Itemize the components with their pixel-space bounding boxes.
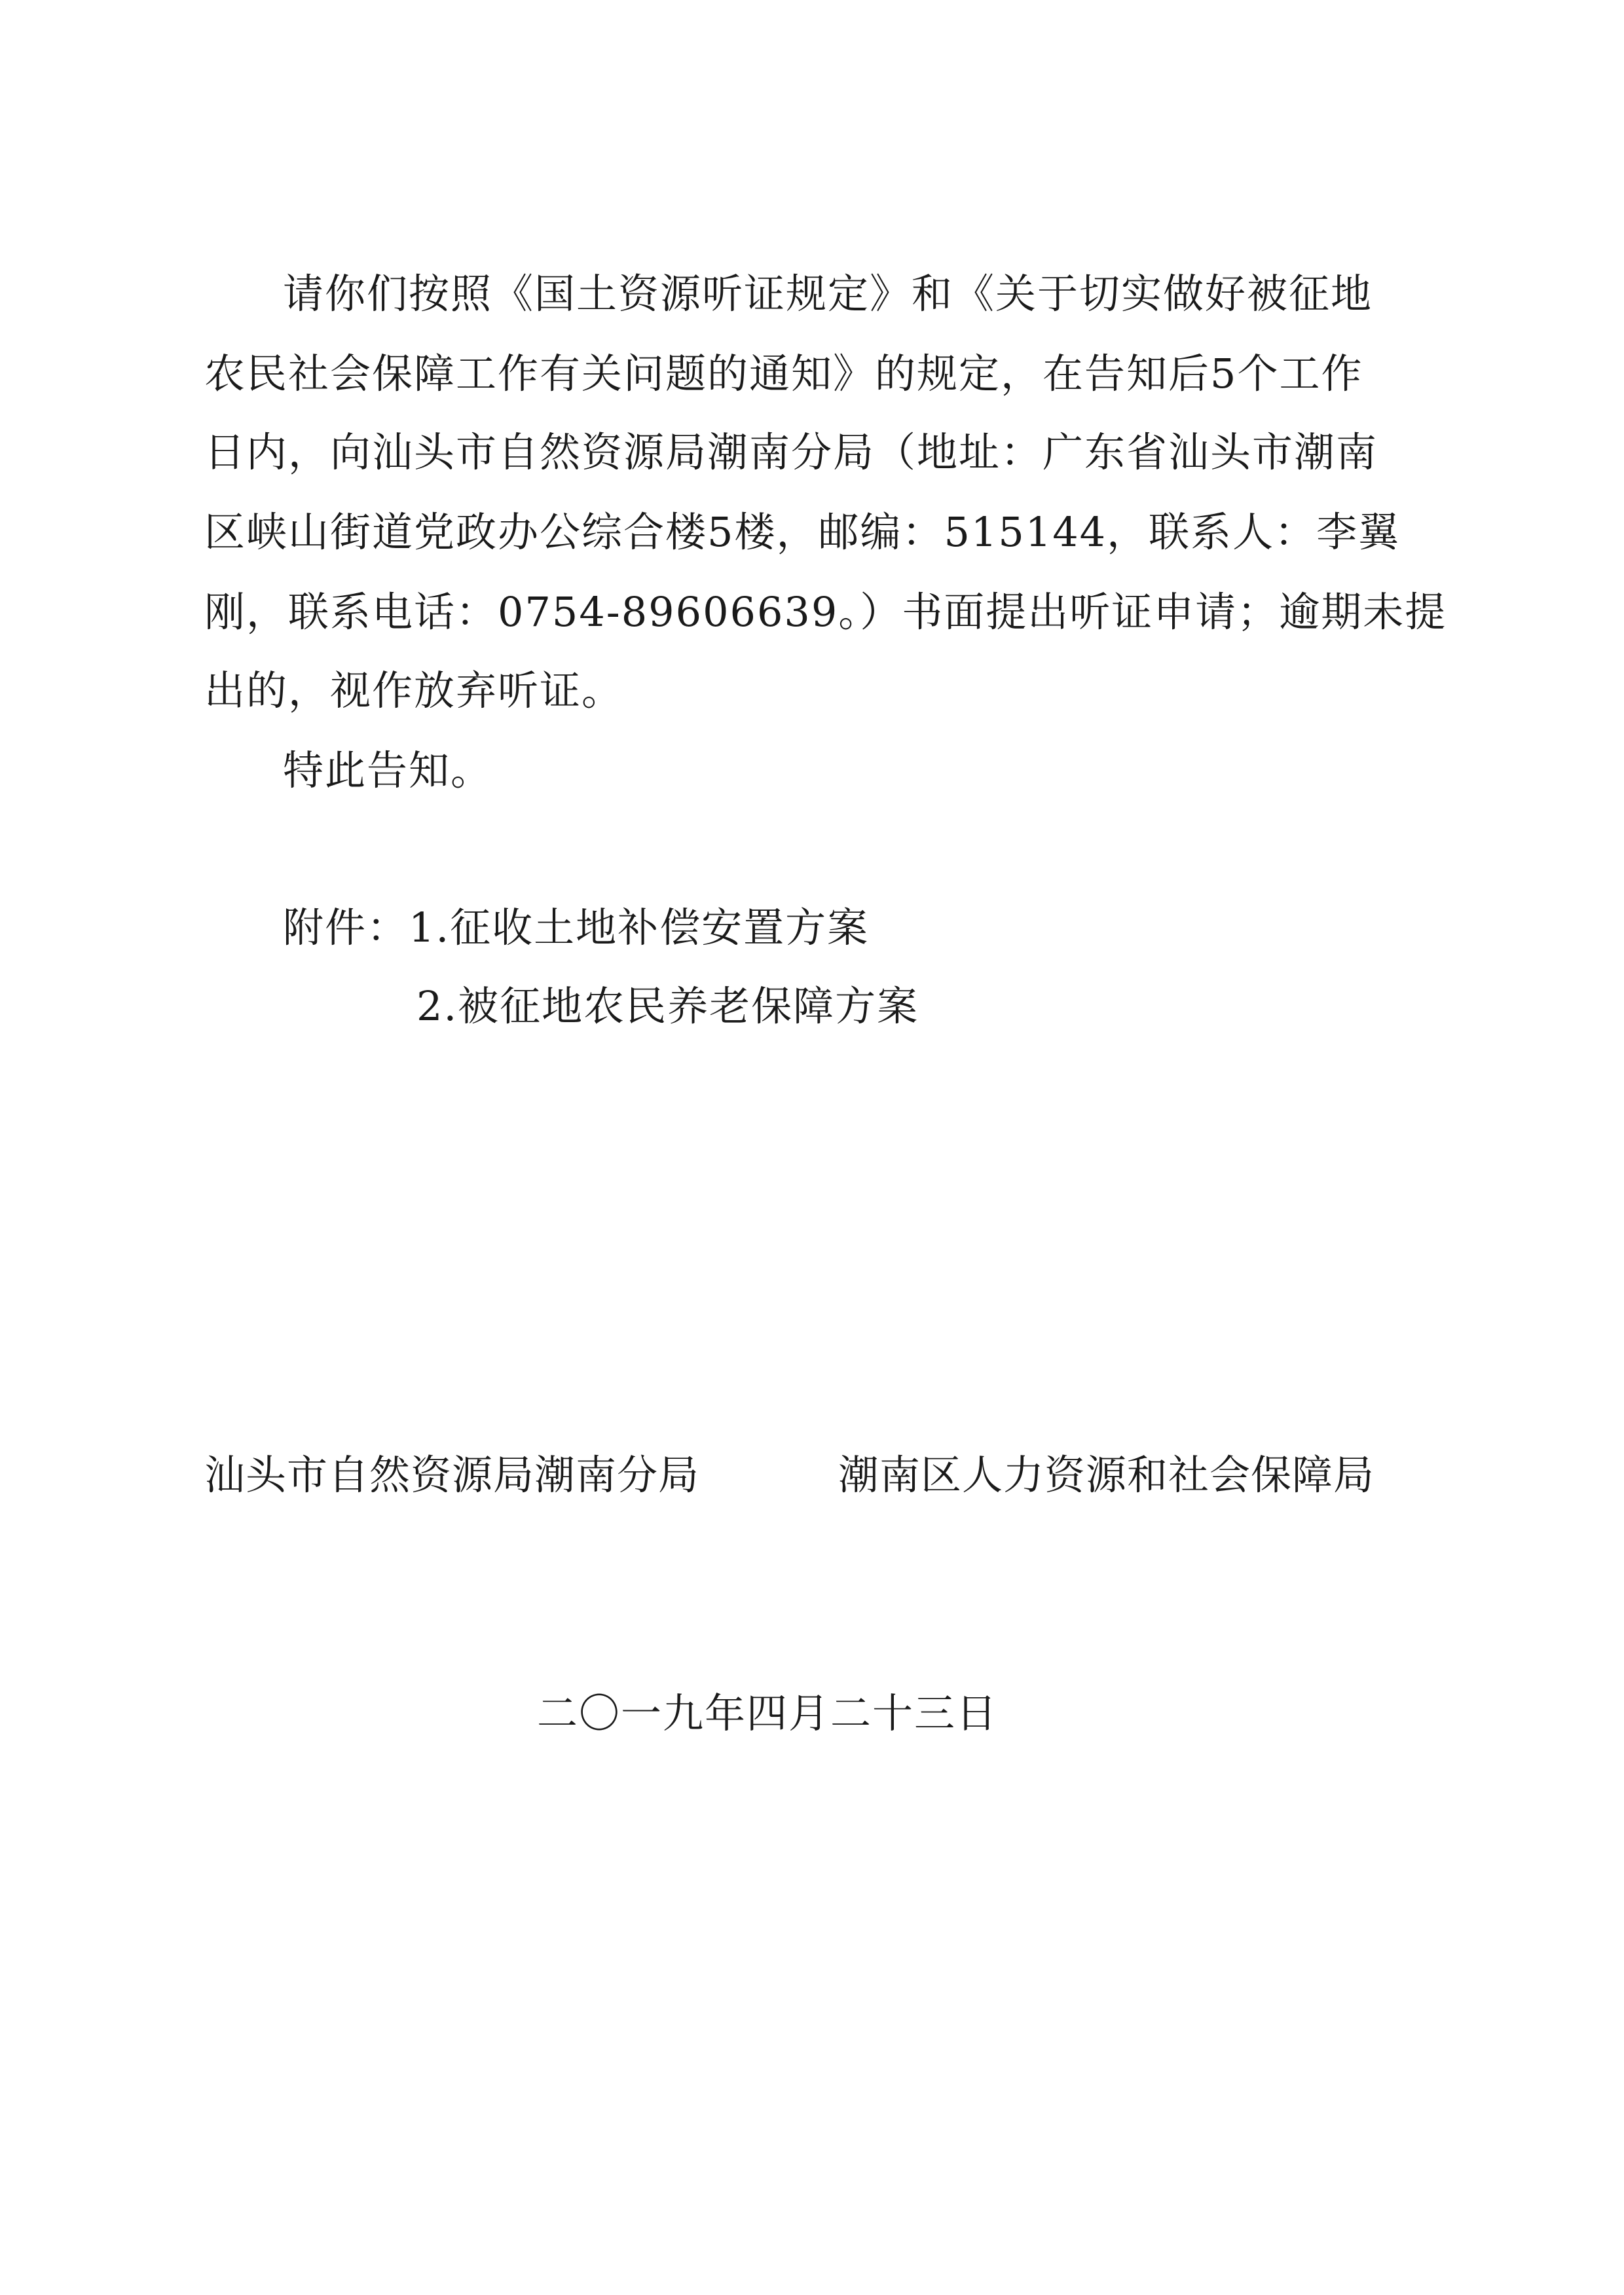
closing-line: 特此告知。 (283, 746, 493, 794)
body-line-1: 请你们按照《国土资源听证规定》和《关于切实做好被征地 (283, 270, 1373, 318)
document-date: 二〇一九年四月二十三日 (537, 1689, 999, 1737)
attachment-2: 2.被征地农民养老保障方案 (416, 982, 919, 1030)
body-line-5: 刚，联系电话：0754-89606639。）书面提出听证申请；逾期未提 (204, 588, 1447, 636)
signature-left: 汕头市自然资源局潮南分局 (204, 1451, 700, 1499)
body-line-3: 日内，向汕头市自然资源局潮南分局（地址：广东省汕头市潮南 (204, 428, 1378, 476)
signature-right: 潮南区人力资源和社会保障局 (838, 1451, 1375, 1499)
body-line-4: 区峡山街道党政办公综合楼5楼，邮编：515144，联系人：李翼 (204, 508, 1401, 556)
attachment-1: 附件：1.征收土地补偿安置方案 (283, 904, 870, 951)
body-line-6: 出的，视作放弃听证。 (204, 667, 624, 714)
body-line-2: 农民社会保障工作有关问题的通知》的规定，在告知后5个工作 (204, 350, 1363, 397)
